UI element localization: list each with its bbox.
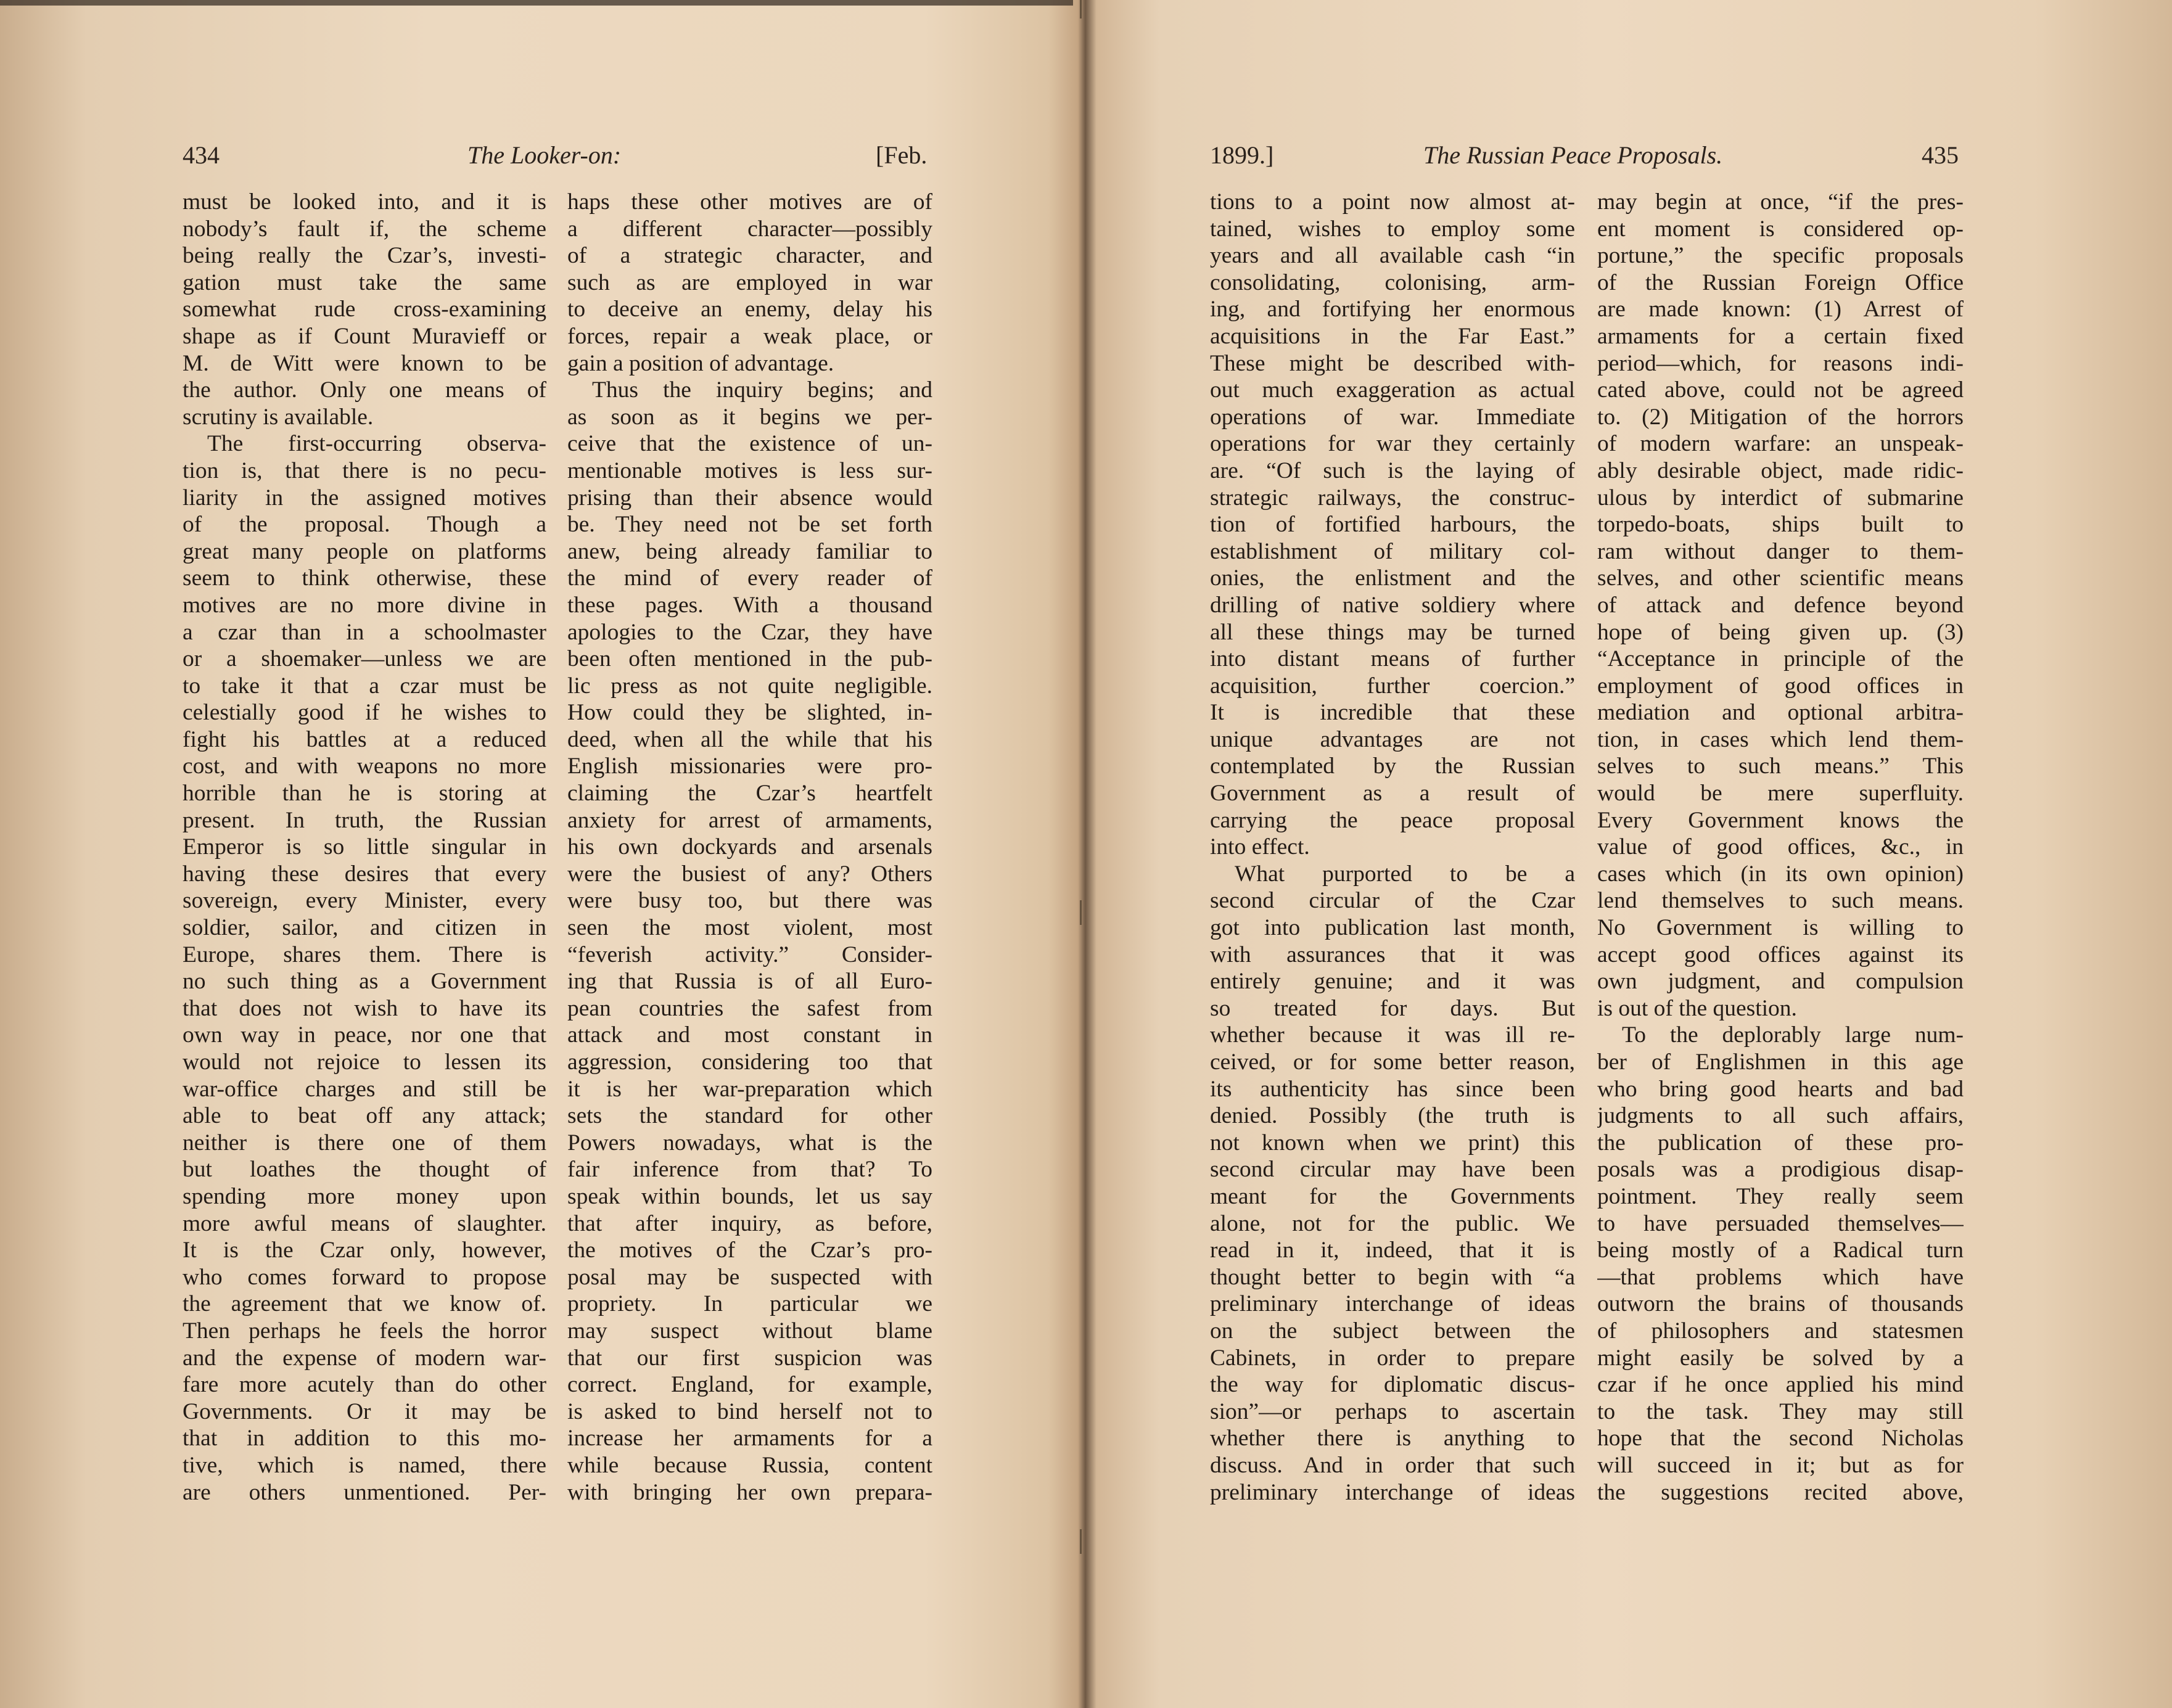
text-line: the suggestions recited above, bbox=[1597, 1479, 1964, 1505]
text-line: motives are no more divine in bbox=[183, 592, 546, 618]
text-line: cated above, could not be agreed bbox=[1597, 377, 1964, 403]
text-line: sets the standard for other bbox=[567, 1103, 932, 1129]
text-line: portune,” the specific proposals bbox=[1597, 243, 1964, 269]
text-line: spending more money upon bbox=[183, 1183, 546, 1209]
text-line: ing that Russia is of all Euro- bbox=[567, 969, 932, 995]
text-line: the motives of the Czar’s pro- bbox=[567, 1238, 932, 1263]
text-line: that our first suspicion was bbox=[567, 1345, 932, 1371]
text-line: to the task. They may still bbox=[1597, 1398, 1964, 1424]
text-line: tion, in cases which lend them- bbox=[1597, 726, 1964, 752]
text-line: hope of being given up. (3) bbox=[1597, 619, 1964, 645]
text-line: cases which (in its own opinion) bbox=[1597, 861, 1964, 887]
text-column-right-2 bbox=[1597, 189, 1964, 1506]
text-line: ceived, or for some better reason, bbox=[1210, 1049, 1575, 1075]
text-line: neither is there one of them bbox=[183, 1130, 546, 1156]
text-line: is out of the question. bbox=[1597, 995, 1797, 1021]
text-line: the way for diplomatic discus- bbox=[1210, 1372, 1575, 1398]
text-line: such as are employed in war bbox=[567, 269, 932, 295]
text-line: mediation and optional arbitra- bbox=[1597, 700, 1964, 726]
text-line: tive, which is named, there bbox=[183, 1452, 546, 1478]
text-line: would not rejoice to lessen its bbox=[183, 1049, 546, 1075]
text-line: unique advantages are not bbox=[1210, 726, 1575, 752]
text-line: whether because it was ill re- bbox=[1210, 1022, 1575, 1048]
text-line: Powers nowadays, what is the bbox=[567, 1130, 932, 1156]
text-line: acquisitions in the Far East.” bbox=[1210, 323, 1575, 349]
text-line: not known when we print) this bbox=[1210, 1130, 1575, 1156]
text-column-left-2 bbox=[567, 189, 932, 1506]
text-line: whether there is anything to bbox=[1210, 1426, 1575, 1451]
text-line: gain a position of advantage. bbox=[567, 350, 834, 376]
text-line: somewhat rude cross-examining bbox=[183, 297, 546, 322]
text-line: with bringing her own prepara- bbox=[567, 1479, 932, 1505]
text-line: Every Government knows the bbox=[1597, 807, 1964, 833]
running-header bbox=[1087, 141, 2172, 178]
right-page bbox=[1087, 0, 2172, 1708]
text-line: lic press as not quite negligible. bbox=[567, 673, 932, 699]
text-line: that after inquiry, as before, bbox=[567, 1210, 932, 1236]
text-line: must be looked into, and it is bbox=[183, 189, 546, 215]
text-line: judgments to all such affairs, bbox=[1597, 1103, 1964, 1129]
text-line: fare more acutely than do other bbox=[183, 1372, 546, 1398]
text-line: of the proposal. Though a bbox=[183, 512, 546, 538]
text-line: to have persuaded themselves— bbox=[1597, 1210, 1964, 1236]
text-line: been often mentioned in the pub- bbox=[567, 646, 932, 672]
text-line: acquisition, further coercion.” bbox=[1210, 673, 1575, 699]
text-line: seen the most violent, most bbox=[567, 915, 932, 941]
text-line: ulous by interdict of submarine bbox=[1597, 485, 1964, 511]
text-line: aggression, considering too that bbox=[567, 1049, 932, 1075]
text-line: ing, and fortifying her enormous bbox=[1210, 297, 1575, 322]
text-line: Cabinets, in order to prepare bbox=[1210, 1345, 1575, 1371]
text-line: got into publication last month, bbox=[1210, 915, 1575, 941]
text-line: no such thing as a Government bbox=[183, 969, 546, 995]
binding-thread-mark bbox=[1080, 1529, 1082, 1554]
text-line: were the busiest of any? Others bbox=[567, 861, 932, 887]
text-line: speak within bounds, let us say bbox=[567, 1183, 932, 1209]
text-line: armaments for a certain fixed bbox=[1597, 323, 1964, 349]
text-line: out much exaggeration as actual bbox=[1210, 377, 1575, 403]
text-line: it is her war-preparation which bbox=[567, 1076, 932, 1102]
text-line: posal may be suspected with bbox=[567, 1264, 932, 1290]
text-line: the mind of every reader of bbox=[567, 565, 932, 591]
text-line: prising than their absence would bbox=[567, 485, 932, 511]
text-line: anew, being already familiar to bbox=[567, 538, 932, 564]
text-line: anxiety for arrest of armaments, bbox=[567, 807, 932, 833]
page-number: 434 bbox=[183, 141, 220, 169]
text-line: as soon as it begins we per- bbox=[567, 404, 932, 430]
text-line: apologies to the Czar, they have bbox=[567, 619, 932, 645]
left-page bbox=[0, 0, 1073, 1708]
text-line: and the expense of modern war- bbox=[183, 1345, 546, 1371]
text-line: Europe, shares them. There is bbox=[183, 942, 546, 967]
text-line: own judgment, and compulsion bbox=[1597, 969, 1964, 995]
text-line: value of good offices, &c., in bbox=[1597, 834, 1964, 860]
text-line: czar if he once applied his mind bbox=[1597, 1372, 1964, 1398]
text-line: meant for the Governments bbox=[1210, 1183, 1575, 1209]
text-line: a czar than in a schoolmaster bbox=[183, 619, 546, 645]
text-line: while because Russia, content bbox=[567, 1452, 932, 1478]
text-line: liarity in the assigned motives bbox=[183, 485, 546, 511]
header-year: 1899.] bbox=[1210, 141, 1274, 169]
header-month: [Feb. bbox=[876, 141, 928, 169]
text-line: will succeed in it; but as for bbox=[1597, 1452, 1964, 1478]
text-line: employment of good offices in bbox=[1597, 673, 1964, 699]
text-line: deed, when all the while that his bbox=[567, 726, 932, 752]
text-line: outworn the brains of thousands bbox=[1597, 1291, 1964, 1317]
text-line: of a strategic character, and bbox=[567, 243, 932, 269]
text-line: read in it, indeed, that it is bbox=[1210, 1238, 1575, 1263]
binding-thread-mark bbox=[1080, 900, 1082, 925]
text-line: own way in peace, nor one that bbox=[183, 1022, 546, 1048]
text-line: ably desirable object, made ridic- bbox=[1597, 458, 1964, 483]
text-line: —that problems which have bbox=[1597, 1264, 1964, 1290]
text-line: nobody’s fault if, the scheme bbox=[183, 216, 546, 242]
text-line: preliminary interchange of ideas bbox=[1210, 1479, 1575, 1505]
text-line: shape as if Count Muravieff or bbox=[183, 323, 546, 349]
text-line: accept good offices against its bbox=[1597, 942, 1964, 967]
text-line: increase her armaments for a bbox=[567, 1426, 932, 1451]
text-line: able to beat off any attack; bbox=[183, 1103, 546, 1129]
text-line: that in addition to this mo- bbox=[183, 1426, 546, 1451]
text-line: great many people on platforms bbox=[183, 538, 546, 564]
text-line: gation must take the same bbox=[183, 269, 546, 295]
text-line: more awful means of slaughter. bbox=[183, 1210, 546, 1236]
text-line: tion is, that there is no pecu- bbox=[183, 458, 546, 483]
text-line: correct. England, for example, bbox=[567, 1372, 932, 1398]
text-line: second circular of the Czar bbox=[1210, 888, 1575, 914]
text-line: English missionaries were pro- bbox=[567, 753, 932, 779]
text-line: may suspect without blame bbox=[567, 1318, 932, 1344]
text-line: who bring good hearts and bad bbox=[1597, 1076, 1964, 1102]
text-line: ber of Englishmen in this age bbox=[1597, 1049, 1964, 1075]
text-line: being really the Czar’s, investi- bbox=[183, 243, 546, 269]
text-line: How could they be slighted, in- bbox=[567, 700, 932, 726]
text-line: attack and most constant in bbox=[567, 1022, 932, 1048]
text-line: sion”—or perhaps to ascertain bbox=[1210, 1398, 1575, 1424]
text-line: denied. Possibly (the truth is bbox=[1210, 1103, 1575, 1129]
text-line: are made known: (1) Arrest of bbox=[1597, 297, 1964, 322]
text-line: soldier, sailor, and citizen in bbox=[183, 915, 546, 941]
text-line: fair inference from that? To bbox=[567, 1157, 932, 1183]
text-line: cost, and with weapons no more bbox=[183, 753, 546, 779]
text-line: strategic railways, the construc- bbox=[1210, 485, 1575, 511]
text-line: It is the Czar only, however, bbox=[183, 1238, 546, 1263]
text-line: pointment. They really seem bbox=[1597, 1183, 1964, 1209]
running-title: The Russian Peace Proposals. bbox=[1423, 141, 1723, 169]
text-line: ent moment is considered op- bbox=[1597, 216, 1964, 242]
text-line: tained, wishes to employ some bbox=[1210, 216, 1575, 242]
page-number: 435 bbox=[1922, 141, 1959, 169]
text-line: second circular may have been bbox=[1210, 1157, 1575, 1183]
text-line: sovereign, every Minister, every bbox=[183, 888, 546, 914]
text-line: the publication of these pro- bbox=[1597, 1130, 1964, 1156]
text-line: but loathes the thought of bbox=[183, 1157, 546, 1183]
text-line: forces, repair a weak place, or bbox=[567, 323, 932, 349]
text-line: fight his battles at a reduced bbox=[183, 726, 546, 752]
text-line: into effect. bbox=[1210, 834, 1310, 860]
text-line: propriety. In particular we bbox=[567, 1291, 932, 1317]
text-line: were busy too, but there was bbox=[567, 888, 932, 914]
text-line: horrible than he is storing at bbox=[183, 781, 546, 807]
text-line: Thus the inquiry begins; and bbox=[592, 377, 932, 403]
text-line: celestially good if he wishes to bbox=[183, 700, 546, 726]
text-line: his own dockyards and arsenals bbox=[567, 834, 932, 860]
text-line: torpedo-boats, ships built to bbox=[1597, 512, 1964, 538]
text-line: the agreement that we know of. bbox=[183, 1291, 546, 1317]
text-line: into distant means of further bbox=[1210, 646, 1575, 672]
text-line: onies, the enlistment and the bbox=[1210, 565, 1575, 591]
text-line: claiming the Czar’s heartfelt bbox=[567, 781, 932, 807]
text-line: that does not wish to have its bbox=[183, 995, 546, 1021]
text-line: so treated for days. But bbox=[1210, 995, 1575, 1021]
text-line: these pages. With a thousand bbox=[567, 592, 932, 618]
text-line: to deceive an enemy, delay his bbox=[567, 297, 932, 322]
text-line: establishment of military col- bbox=[1210, 538, 1575, 564]
text-line: all these things may be turned bbox=[1210, 619, 1575, 645]
text-line: drilling of native soldiery where bbox=[1210, 592, 1575, 618]
text-line: consolidating, colonising, arm- bbox=[1210, 269, 1575, 295]
text-line: It is incredible that these bbox=[1210, 700, 1575, 726]
text-line: of modern warfare: an unspeak- bbox=[1597, 431, 1964, 457]
text-line: who comes forward to propose bbox=[183, 1264, 546, 1290]
text-line: its authenticity has since been bbox=[1210, 1076, 1575, 1102]
text-line: thought better to begin with “a bbox=[1210, 1264, 1575, 1290]
text-line: These might be described with- bbox=[1210, 350, 1575, 376]
text-line: selves to such means.” This bbox=[1597, 753, 1964, 779]
text-line: posals was a prodigious disap- bbox=[1597, 1157, 1964, 1183]
text-line: to take it that a czar must be bbox=[183, 673, 546, 699]
text-line: war-office charges and still be bbox=[183, 1076, 546, 1102]
text-line: with assurances that it was bbox=[1210, 942, 1575, 967]
text-line: having these desires that every bbox=[183, 861, 546, 887]
text-line: To the deplorably large num- bbox=[1622, 1022, 1964, 1048]
text-line: discuss. And in order that such bbox=[1210, 1452, 1575, 1478]
running-header bbox=[0, 141, 1073, 178]
text-line: Governments. Or it may be bbox=[183, 1398, 546, 1424]
text-line: period—which, for reasons indi- bbox=[1597, 350, 1964, 376]
text-line: lend themselves to such means. bbox=[1597, 888, 1964, 914]
text-line: years and all available cash “in bbox=[1210, 243, 1575, 269]
text-line: No Government is willing to bbox=[1597, 915, 1964, 941]
text-line: a different character—possibly bbox=[567, 216, 932, 242]
text-line: ram without danger to them- bbox=[1597, 538, 1964, 564]
text-line: “Acceptance in principle of the bbox=[1597, 646, 1964, 672]
text-line: scrutiny is available. bbox=[183, 404, 374, 430]
binding-thread-mark bbox=[1080, 0, 1082, 18]
text-line: Government as a result of bbox=[1210, 781, 1575, 807]
text-line: might easily be solved by a bbox=[1597, 1345, 1964, 1371]
text-line: selves, and other scientific means bbox=[1597, 565, 1964, 591]
text-line: is asked to bind herself not to bbox=[567, 1398, 932, 1424]
text-line: operations of war. Immediate bbox=[1210, 404, 1575, 430]
text-line: the author. Only one means of bbox=[183, 377, 546, 403]
text-line: What purported to be a bbox=[1235, 861, 1575, 887]
text-line: or a shoemaker—unless we are bbox=[183, 646, 546, 672]
running-title: The Looker-on: bbox=[467, 141, 622, 169]
text-line: pean countries the safest from bbox=[567, 995, 932, 1021]
text-column-right-1 bbox=[1210, 189, 1575, 1506]
text-line: M. de Witt were known to be bbox=[183, 350, 546, 376]
text-line: preliminary interchange of ideas bbox=[1210, 1291, 1575, 1317]
text-line: are others unmentioned. Per- bbox=[183, 1479, 546, 1505]
text-line: of the Russian Foreign Office bbox=[1597, 269, 1964, 295]
text-line: seem to think otherwise, these bbox=[183, 565, 546, 591]
text-line: Then perhaps he feels the horror bbox=[183, 1318, 546, 1344]
text-line: be. They need not be set forth bbox=[567, 512, 932, 538]
text-line: entirely genuine; and it was bbox=[1210, 969, 1575, 995]
text-line: to. (2) Mitigation of the horrors bbox=[1597, 404, 1964, 430]
text-line: of philosophers and statesmen bbox=[1597, 1318, 1964, 1344]
text-line: are. “Of such is the laying of bbox=[1210, 458, 1575, 483]
text-line: The first-occurring observa- bbox=[207, 431, 546, 457]
text-line: on the subject between the bbox=[1210, 1318, 1575, 1344]
text-line: ceive that the existence of un- bbox=[567, 431, 932, 457]
text-line: would be mere superfluity. bbox=[1597, 781, 1964, 807]
text-line: mentionable motives is less sur- bbox=[567, 458, 932, 483]
text-line: haps these other motives are of bbox=[567, 189, 932, 215]
text-line: carrying the peace proposal bbox=[1210, 807, 1575, 833]
text-line: “feverish activity.” Consider- bbox=[567, 942, 932, 967]
text-line: hope that the second Nicholas bbox=[1597, 1426, 1964, 1451]
text-line: present. In truth, the Russian bbox=[183, 807, 546, 833]
text-line: tions to a point now almost at- bbox=[1210, 189, 1575, 215]
text-line: may begin at once, “if the pres- bbox=[1597, 189, 1964, 215]
text-line: Emperor is so little singular in bbox=[183, 834, 546, 860]
text-line: alone, not for the public. We bbox=[1210, 1210, 1575, 1236]
text-line: operations for war they certainly bbox=[1210, 431, 1575, 457]
text-column-left-1 bbox=[183, 189, 546, 1506]
text-line: being mostly of a Radical turn bbox=[1597, 1238, 1964, 1263]
text-line: tion of fortified harbours, the bbox=[1210, 512, 1575, 538]
text-line: contemplated by the Russian bbox=[1210, 753, 1575, 779]
text-line: of attack and defence beyond bbox=[1597, 592, 1964, 618]
